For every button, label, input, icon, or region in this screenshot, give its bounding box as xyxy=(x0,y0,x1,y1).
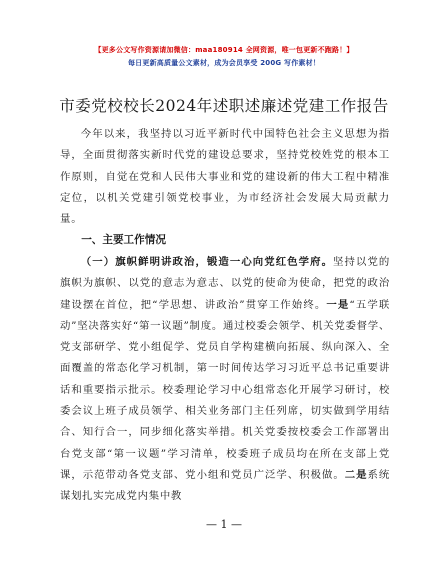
promo-banner-line-2: 每日更新高质量公文素材，成为会员享受 200G 写作素材！ xyxy=(127,59,321,67)
paragraph-text: 系统谋划扎实完成党内集中教 xyxy=(60,468,390,503)
paragraph-text: “五学联动”坚决落实好“第一议题”制度。通过校委会领学、机关党委督学、党支部研学、党小组促学、党员自学构建横向拓展、纵向深入、全面覆盖的常态化学习机制，第一时间传达学习习近平总书记重要讲话和重要指示批示。校委理论学习中心组常态化开展学习研讨，校委会议上班子成员领学、相关业务部门主任列席，切实做到学用结合、知行合一，同步细化落实举措。机关党委按校委会工作部署出台党支部“第一议题”学习清单，校委班子成员均在所在支部上党课，示范带动各党支部、党小组和党员广泛学、积极做。 xyxy=(60,298,390,481)
enumeration-marker: 一是 xyxy=(326,298,350,311)
intro-paragraph: 今年以来，我坚持以习近平新时代中国特色社会主义思想为指导，全面贯彻落实新时代党的建设总要求，坚持党校姓党的根本工作原则，自觉在党和人民伟大事业和党的建设新的伟大工程中精准定位，以机关党建引领党校事业，为市经济社会发展大局贡献力量。 xyxy=(60,128,390,226)
promo-banner-line-1: 【更多公文写作资源请加微信：maa180914 全网资源，唯一包更新不跑路！】 xyxy=(94,46,354,54)
subsection-paragraph xyxy=(60,252,390,508)
paragraph-text: 坚持以党的旗帜为旗帜、以党的意志为意志、以党的使命为使命，把党的政治建设摆在首位，把“学思想、讲政治”贯穿工作始终。 xyxy=(60,256,390,311)
page-number: — 1 — xyxy=(206,518,242,531)
enumeration-marker: 二是 xyxy=(344,468,368,481)
section-heading: 一、主要工作情况 xyxy=(81,234,166,246)
document-title: 市委党校校长2024年述职述廉述党建工作报告 xyxy=(59,97,389,115)
subsection-heading: （一）旗帜鲜明讲政治，锻造一心向党红色学府。 xyxy=(80,256,334,268)
